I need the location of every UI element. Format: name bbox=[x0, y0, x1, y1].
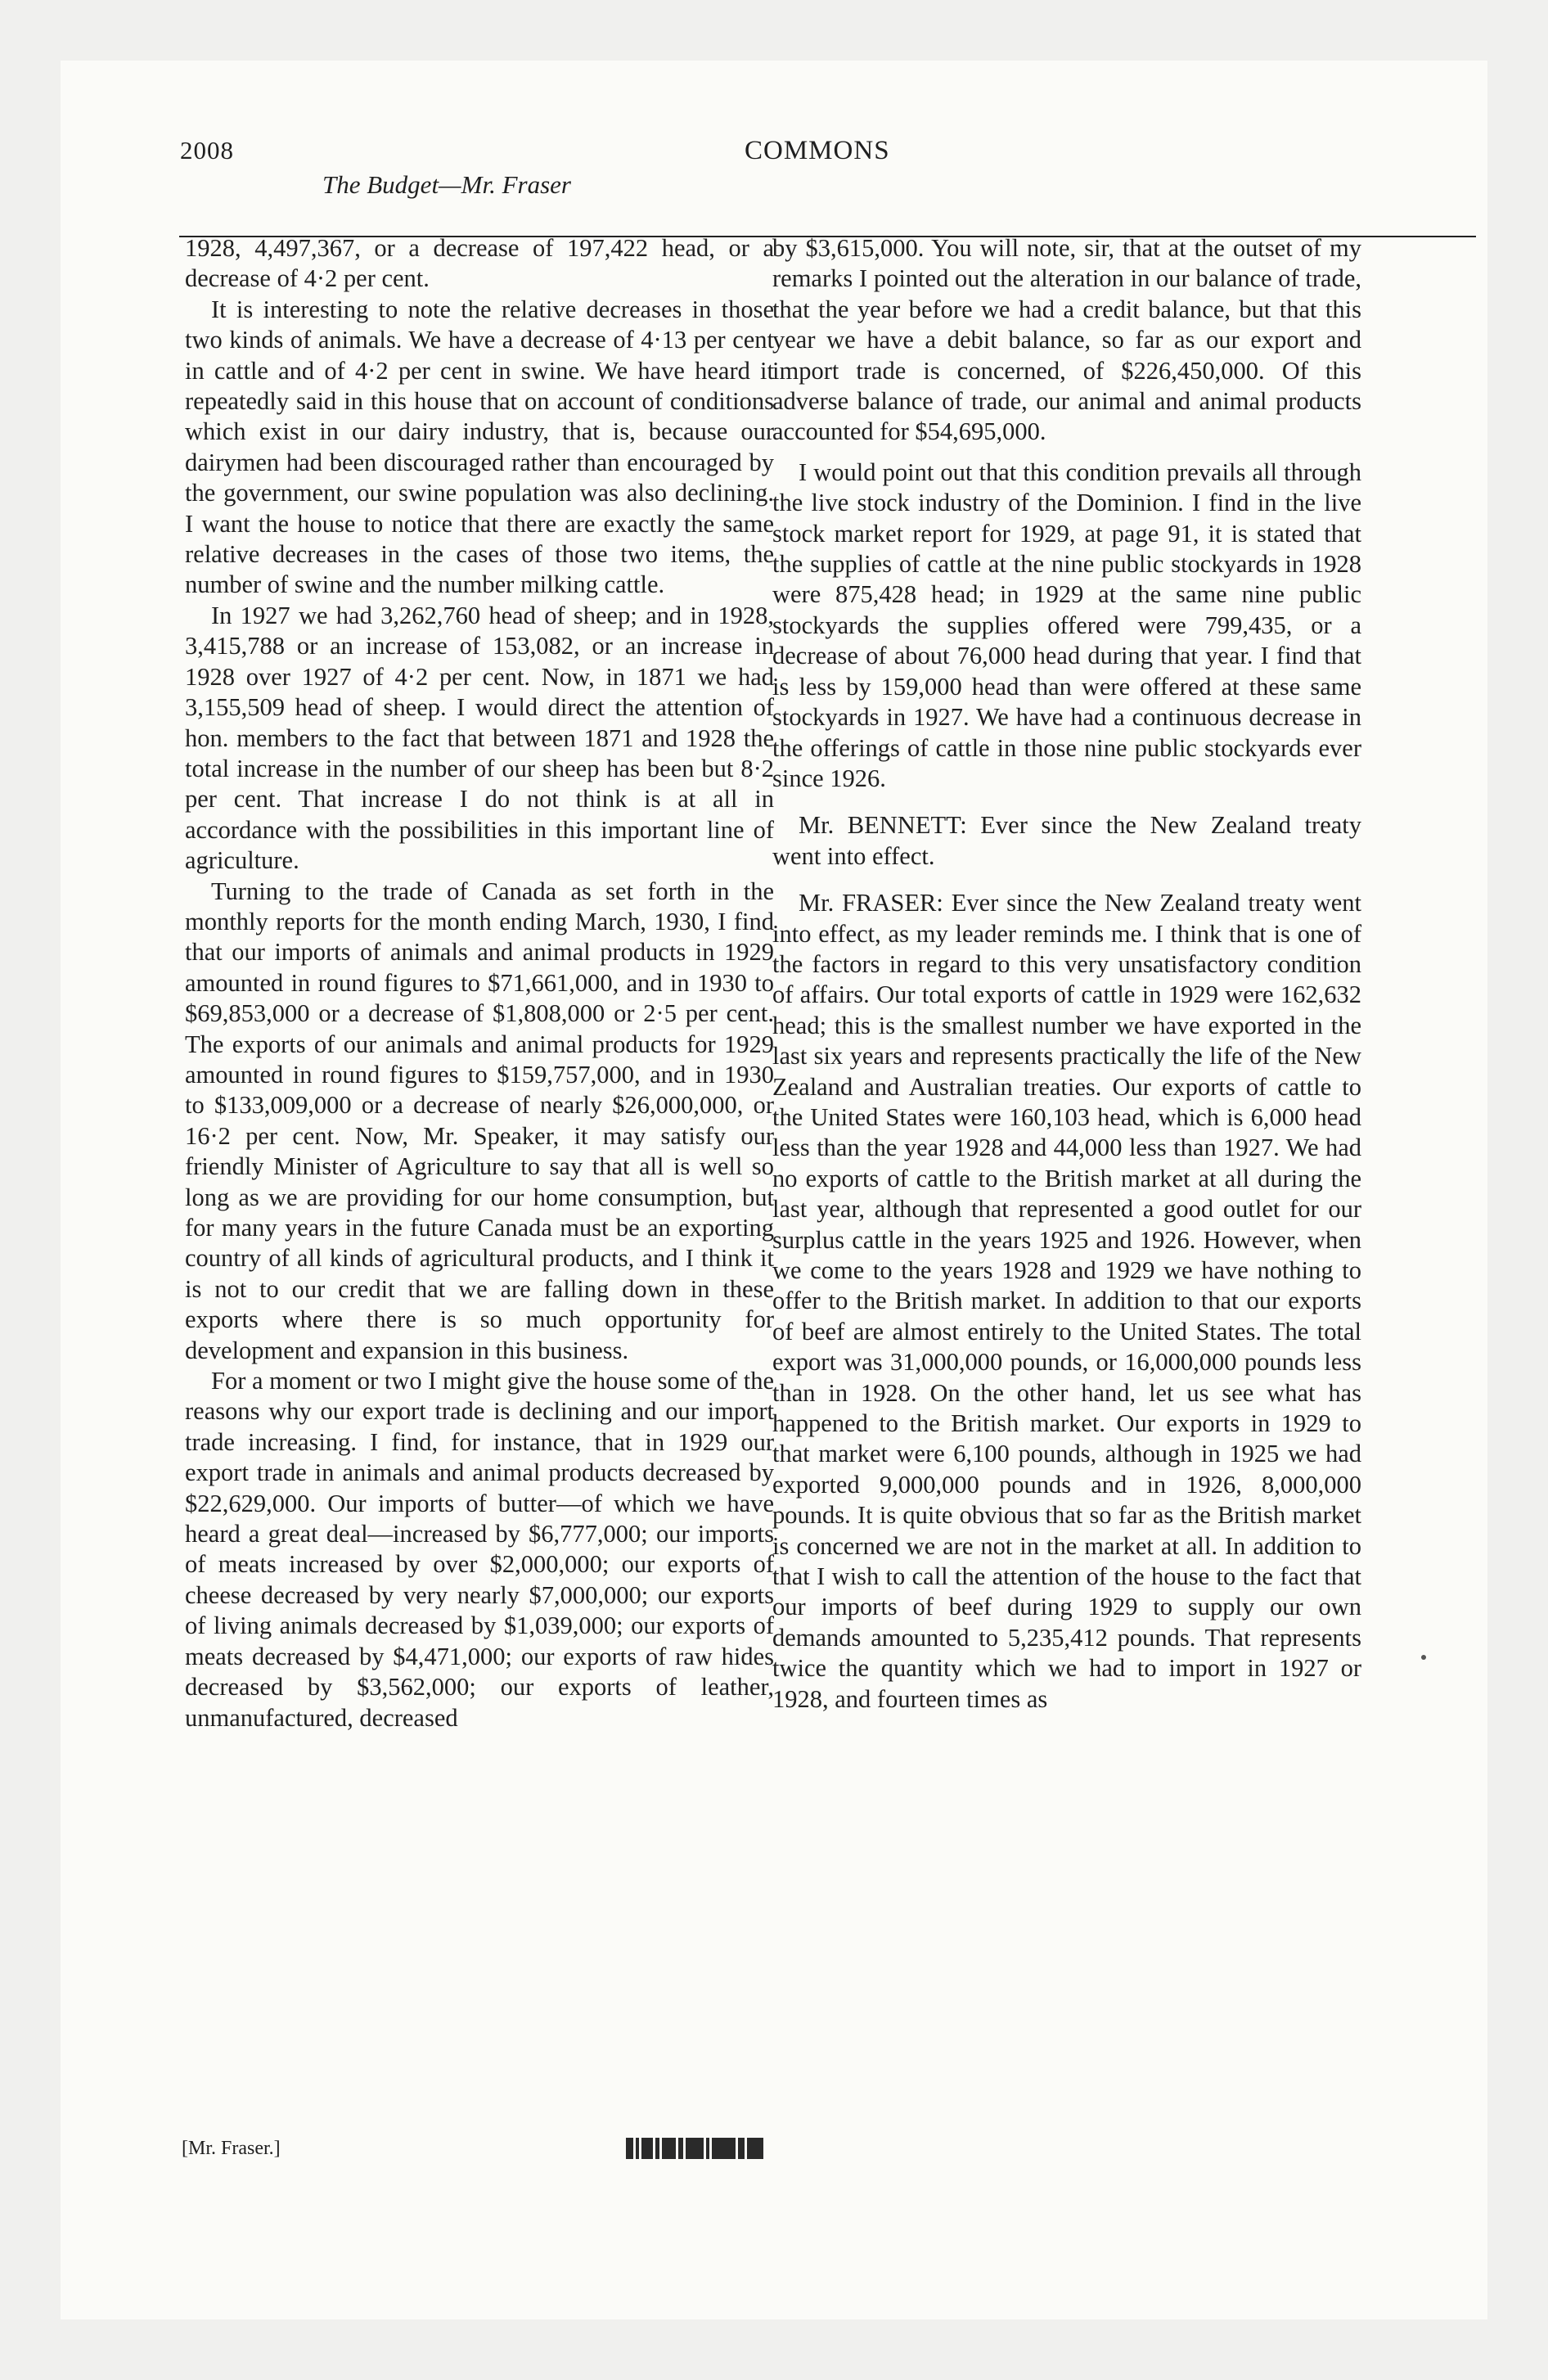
margin-mark bbox=[1421, 1655, 1426, 1660]
footer-speaker: [Mr. Fraser.] bbox=[182, 2138, 281, 2159]
paragraph: It is interesting to note the relative decreases in those two kinds of animals. We have a decrease of 4·13 per cent in cattle and of 4·2 per cent in swine. We have heard it repeatedly said in this house that on account of conditions which exist in our dairy industry, that is, because our dairymen had been discouraged rather than encouraged by the government, our swine population was also declining. I want the house to notice that there are exactly the same relative decreases in the cases of those two items, the number of swine and the number milking cattle. bbox=[185, 295, 774, 599]
speaker-interjection: Mr. BENNETT: Ever since the New Zealand treaty went into effect. bbox=[772, 811, 1361, 870]
paragraph: I would point out that this condition prevails all through the live stock industry of the Dominion. I find in the live stock market report for 1929, at page 91, it is stated that the supplies of cattle at the nine public stockyards in 1928 were 875,428 head; in 1929 at the same nine public stockyards the supplies offered were 799,435, or a decrease of about 76,000 head during that year. I find that is less by 159,000 head than were offered at these same stockyards in 1927. We have had a continuous decrease in the offerings of cattle in those nine public stockyards ever since 1926. bbox=[772, 458, 1361, 792]
paragraph: Turning to the trade of Canada as set forth in the monthly reports for the month ending March, 1930, I find that our imports of animals and animal products in 1929 amounted in round figures to $71,661,000, and in 1930 to $69,853,000 or a decrease of $1,808,000 or 2·5 per cent. The exports of our animals and animal products for 1929 amounted in round figures to $159,757,000, and in 1930 to $133,009,000 or a decrease of nearly $26,000,000, or 16·2 per cent. Now, Mr. Speaker, it may satisfy our friendly Minister of Agriculture to say that all is well so long as we are providing for our home consumption, but for many years in the future Canada must be an exporting country of all kinds of agricultural products, and I think it is not to our credit that we are falling down in these exports where there is so much opportunity for development and expansion in this business. bbox=[185, 877, 774, 1364]
page-number: 2008 bbox=[180, 136, 234, 165]
printer-mark bbox=[626, 2138, 763, 2159]
running-title: The Budget—Mr. Fraser bbox=[322, 170, 571, 199]
right-column bbox=[772, 233, 1361, 1715]
left-column bbox=[185, 233, 774, 1733]
paragraph: In 1927 we had 3,262,760 head of sheep; and in 1928, 3,415,788 or an increase of 153,082, or an increase in 1928 over 1927 of 4·2 per cent. Now, in 1871 we had 3,155,509 head of sheep. I would direct the attention of hon. members to the fact that between 1871 and 1928 the total increase in the number of our sheep has been but 8·2 per cent. That increase I do not think is at all in accordance with the possibilities in this important line of agriculture. bbox=[185, 601, 774, 875]
paragraph: For a moment or two I might give the house some of the reasons why our export trade is declining and our import trade increasing. I find, for instance, that in 1929 our export trade in animals and animal products decreased by $22,629,000. Our imports of butter—of which we have heard a great deal—increased by $6,777,000; our imports of meats increased by over $2,000,000; our exports of cheese decreased by very nearly $7,000,000; our exports of living animals decreased by $1,039,000; our exports of meats decreased by $4,471,000; our exports of raw hides decreased by $3,562,000; our exports of leather, unmanufactured, decreased bbox=[185, 1367, 774, 1732]
paragraph: Mr. FRASER: Ever since the New Zealand treaty went into effect, as my leader reminds me. I think that is one of the factors in regard to this very unsatisfactory condition of affairs. Our total exports of cattle in 1929 were 162,632 head; this is the smallest number we have exported in the last six years and represents practically the life of the New Zealand and Australian treaties. Our exports of cattle to the United States were 160,103 head, which is 6,000 head less than the year 1928 and 44,000 less than 1927. We had no exports of cattle to the British market at all during the last year, although that represented a good outlet for our surplus cattle in the years 1925 and 1926. However, when we come to the years 1928 and 1929 we have nothing to offer to the British market. In addition to that our exports of beef are almost entirely to the United States. The total export was 31,000,000 pounds, or 16,000,000 pounds less than in 1928. On the other hand, let us see what has happened to the British market. Our exports in 1929 to that market were 6,100 pounds, although in 1925 we had exported 9,000,000 pounds and in 1926, 8,000,000 pounds. It is quite obvious that so far as the British market is concerned we are not in the market at all. In addition to that I wish to call the attention of the house to the fact that our imports of beef during 1929 to supply our own demands amounted to 5,235,412 pounds. That represents twice the quantity which we had to import in 1927 or 1928, and fourteen times as bbox=[772, 889, 1361, 1713]
paragraph: 1928, 4,497,367, or a decrease of 197,422 head, or a decrease of 4·2 per cent. bbox=[185, 234, 774, 293]
paragraph: by $3,615,000. You will note, sir, that at the outset of my remarks I pointed out the alteration in our balance of trade, that the year before we had a credit balance, but that this year we have a debit balance, so far as our export and import trade is concerned, of $226,450,000. Of this adverse balance of trade, our animal and animal products accounted for $54,695,000. bbox=[772, 234, 1361, 446]
section-name: COMMONS bbox=[745, 136, 890, 165]
page-header bbox=[118, 79, 1411, 201]
